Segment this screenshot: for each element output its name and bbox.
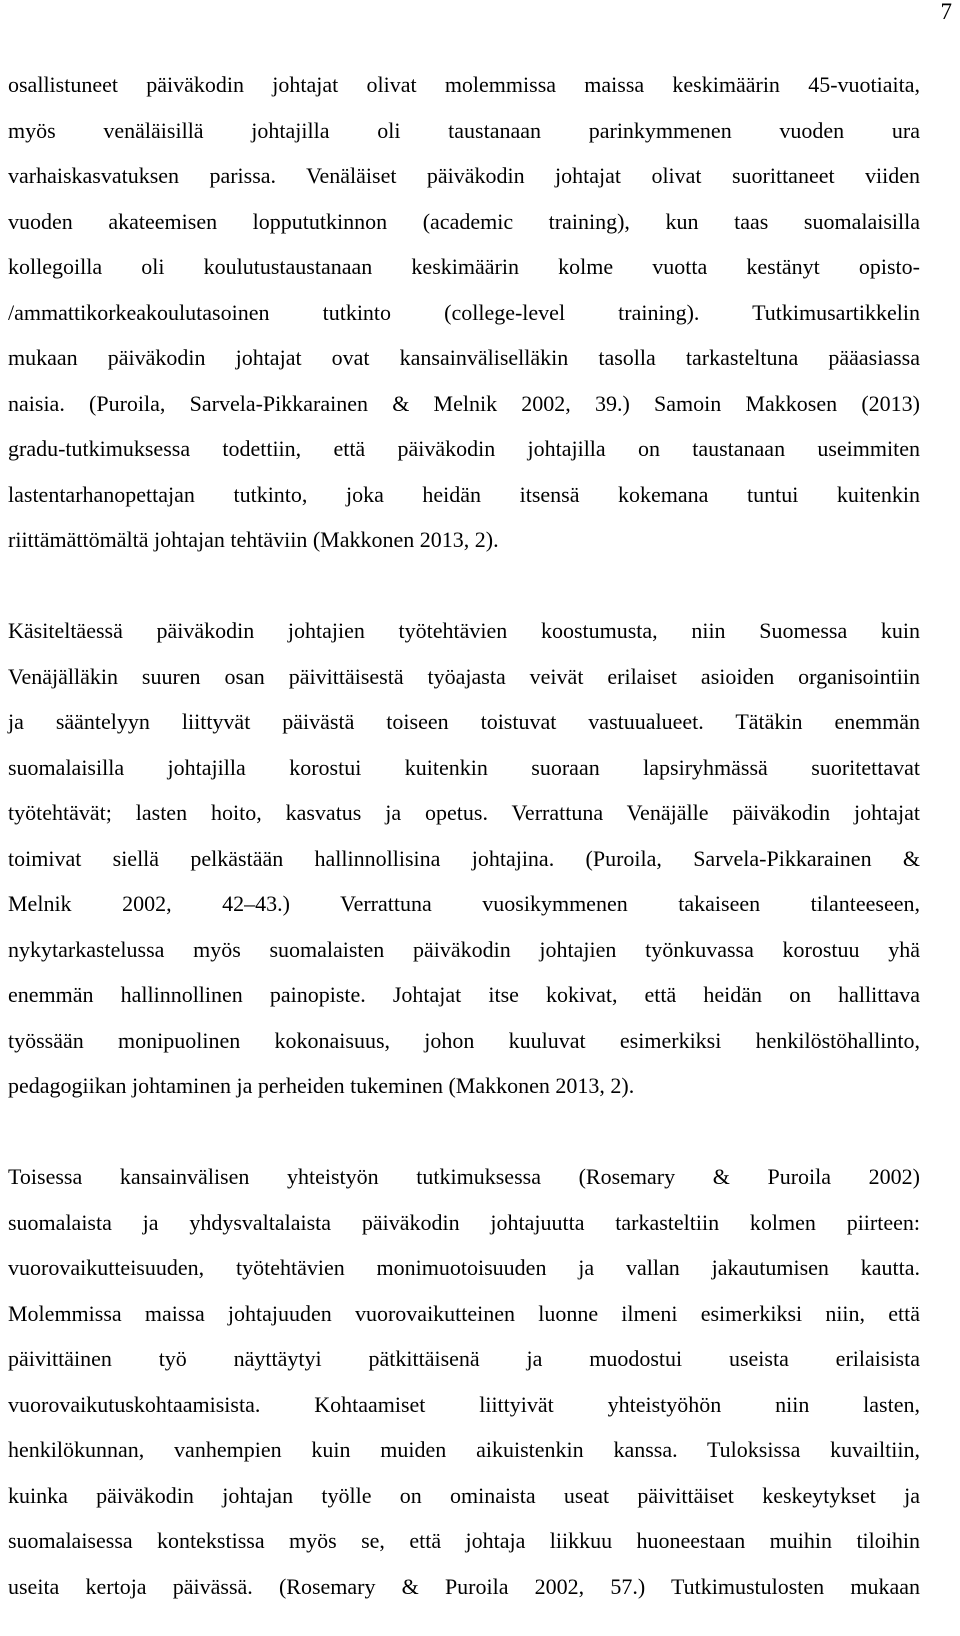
text-line: nykytarkastelussa myös suomalaisten päiväkodin johtajien työnkuvassa korostuu yhä — [8, 936, 920, 962]
text-line: mukaan päiväkodin johtajat ovat kansainväliselläkin tasolla tarkasteltuna pääasiassa — [8, 345, 920, 370]
text-line: gradu-tutkimuksessa todettiin, että päiväkodin johtajilla on taustanaan useimmiten — [8, 436, 920, 461]
text-line: Molemmissa maissa johtajuuden vuorovaikutteinen luonne ilmeni esimerkiksi niin, että — [8, 1300, 920, 1326]
text-line: henkilökunnan, vanhempien kuin muiden aikuistenkin kanssa. Tuloksissa kuvailtiin, — [8, 1437, 920, 1462]
text-line: työtehtävät; lasten hoito, kasvatus ja opetus. Verrattuna Venäjälle päiväkodin johtajat — [8, 800, 920, 825]
text-line: osallistuneet päiväkodin johtajat olivat molemmissa maissa keskimäärin 45-vuotiaita, — [8, 72, 920, 97]
text-line: vuorovaikutuskohtaamisista. Kohtaamiset liittyivät yhteistyöhön niin lasten, — [8, 1391, 920, 1417]
text-line: suomalaista ja yhdysvaltalaista päiväkodin johtajuutta tarkasteltiin kolmen piirteen: — [8, 1209, 920, 1235]
text-line: myös venäläisillä johtajilla oli taustanaan parinkymmenen vuoden ura — [8, 117, 920, 143]
text-line: useita kertoja päivässä. (Rosemary & Puroila 2002, 57.) Tutkimustulosten mukaan — [8, 1573, 920, 1599]
text-line: enemmän hallinnollinen painopiste. Johtajat itse kokivat, että heidän on hallittava — [8, 982, 920, 1007]
text-line: Venäjälläkin suuren osan päivittäisestä työajasta veivät erilaiset asioiden organisointiin — [8, 663, 920, 689]
paragraph-3 — [8, 1154, 920, 1609]
text-line: pedagogiikan johtaminen ja perheiden tukeminen (Makkonen 2013, 2). — [8, 1073, 635, 1098]
text-line: työssään monipuolinen kokonaisuus, johon kuuluvat esimerkiksi henkilöstöhallinto, — [8, 1027, 920, 1053]
text-line: Käsiteltäessä päiväkodin johtajien työtehtävien koostumusta, niin Suomessa kuin — [8, 618, 920, 643]
text-line: kollegoilla oli koulutustaustanaan keskimäärin kolme vuotta kestänyt opisto- — [8, 254, 920, 279]
text-line: riittämättömältä johtajan tehtäviin (Makkonen 2013, 2). — [8, 527, 499, 552]
text-line: päivittäinen työ näyttäytyi pätkittäisenä ja muodostui useista erilaisista — [8, 1346, 920, 1371]
text-line: toimivat siellä pelkästään hallinnollisina johtajina. (Puroila, Sarvela-Pikkarainen & — [8, 845, 920, 871]
text-line: Melnik 2002, 42–43.) Verrattuna vuosikymmenen takaiseen tilanteeseen, — [8, 891, 920, 916]
paragraph-spacer — [8, 563, 920, 609]
text-line: varhaiskasvatuksen parissa. Venäläiset päiväkodin johtajat olivat suorittaneet viiden — [8, 163, 920, 188]
page-number: 7 — [940, 0, 952, 24]
paragraph-spacer — [8, 1109, 920, 1155]
paragraph-2 — [8, 608, 920, 1109]
text-line: vuoden akateemisen loppututkinnon (academic training), kun taas suomalaisilla — [8, 208, 920, 234]
text-line: vuorovaikutteisuuden, työtehtävien monimuotoisuuden ja vallan jakautumisen kautta. — [8, 1255, 920, 1280]
text-line: lastentarhanopettajan tutkinto, joka heidän itsensä kokemana tuntui kuitenkin — [8, 481, 920, 507]
text-line: Toisessa kansainvälisen yhteistyön tutkimuksessa (Rosemary & Puroila 2002) — [8, 1164, 920, 1189]
text-line: suomalaisessa kontekstissa myös se, että johtaja liikkuu huoneestaan muihin tiloihin — [8, 1528, 920, 1553]
paragraph-1 — [8, 62, 920, 563]
text-line: suomalaisilla johtajilla korostui kuitenkin suoraan lapsiryhmässä suoritettavat — [8, 754, 920, 780]
text-line: kuinka päiväkodin johtajan työlle on ominaista useat päivittäiset keskeytykset ja — [8, 1482, 920, 1508]
document-body — [8, 62, 920, 1609]
text-line: naisia. (Puroila, Sarvela-Pikkarainen & Melnik 2002, 39.) Samoin Makkosen (2013) — [8, 390, 920, 416]
text-line: /ammattikorkeakoulutasoinen tutkinto (college-level training). Tutkimusartikkelin — [8, 299, 920, 325]
text-line: ja sääntelyyn liittyvät päivästä toiseen toistuvat vastuualueet. Tätäkin enemmän — [8, 709, 920, 734]
